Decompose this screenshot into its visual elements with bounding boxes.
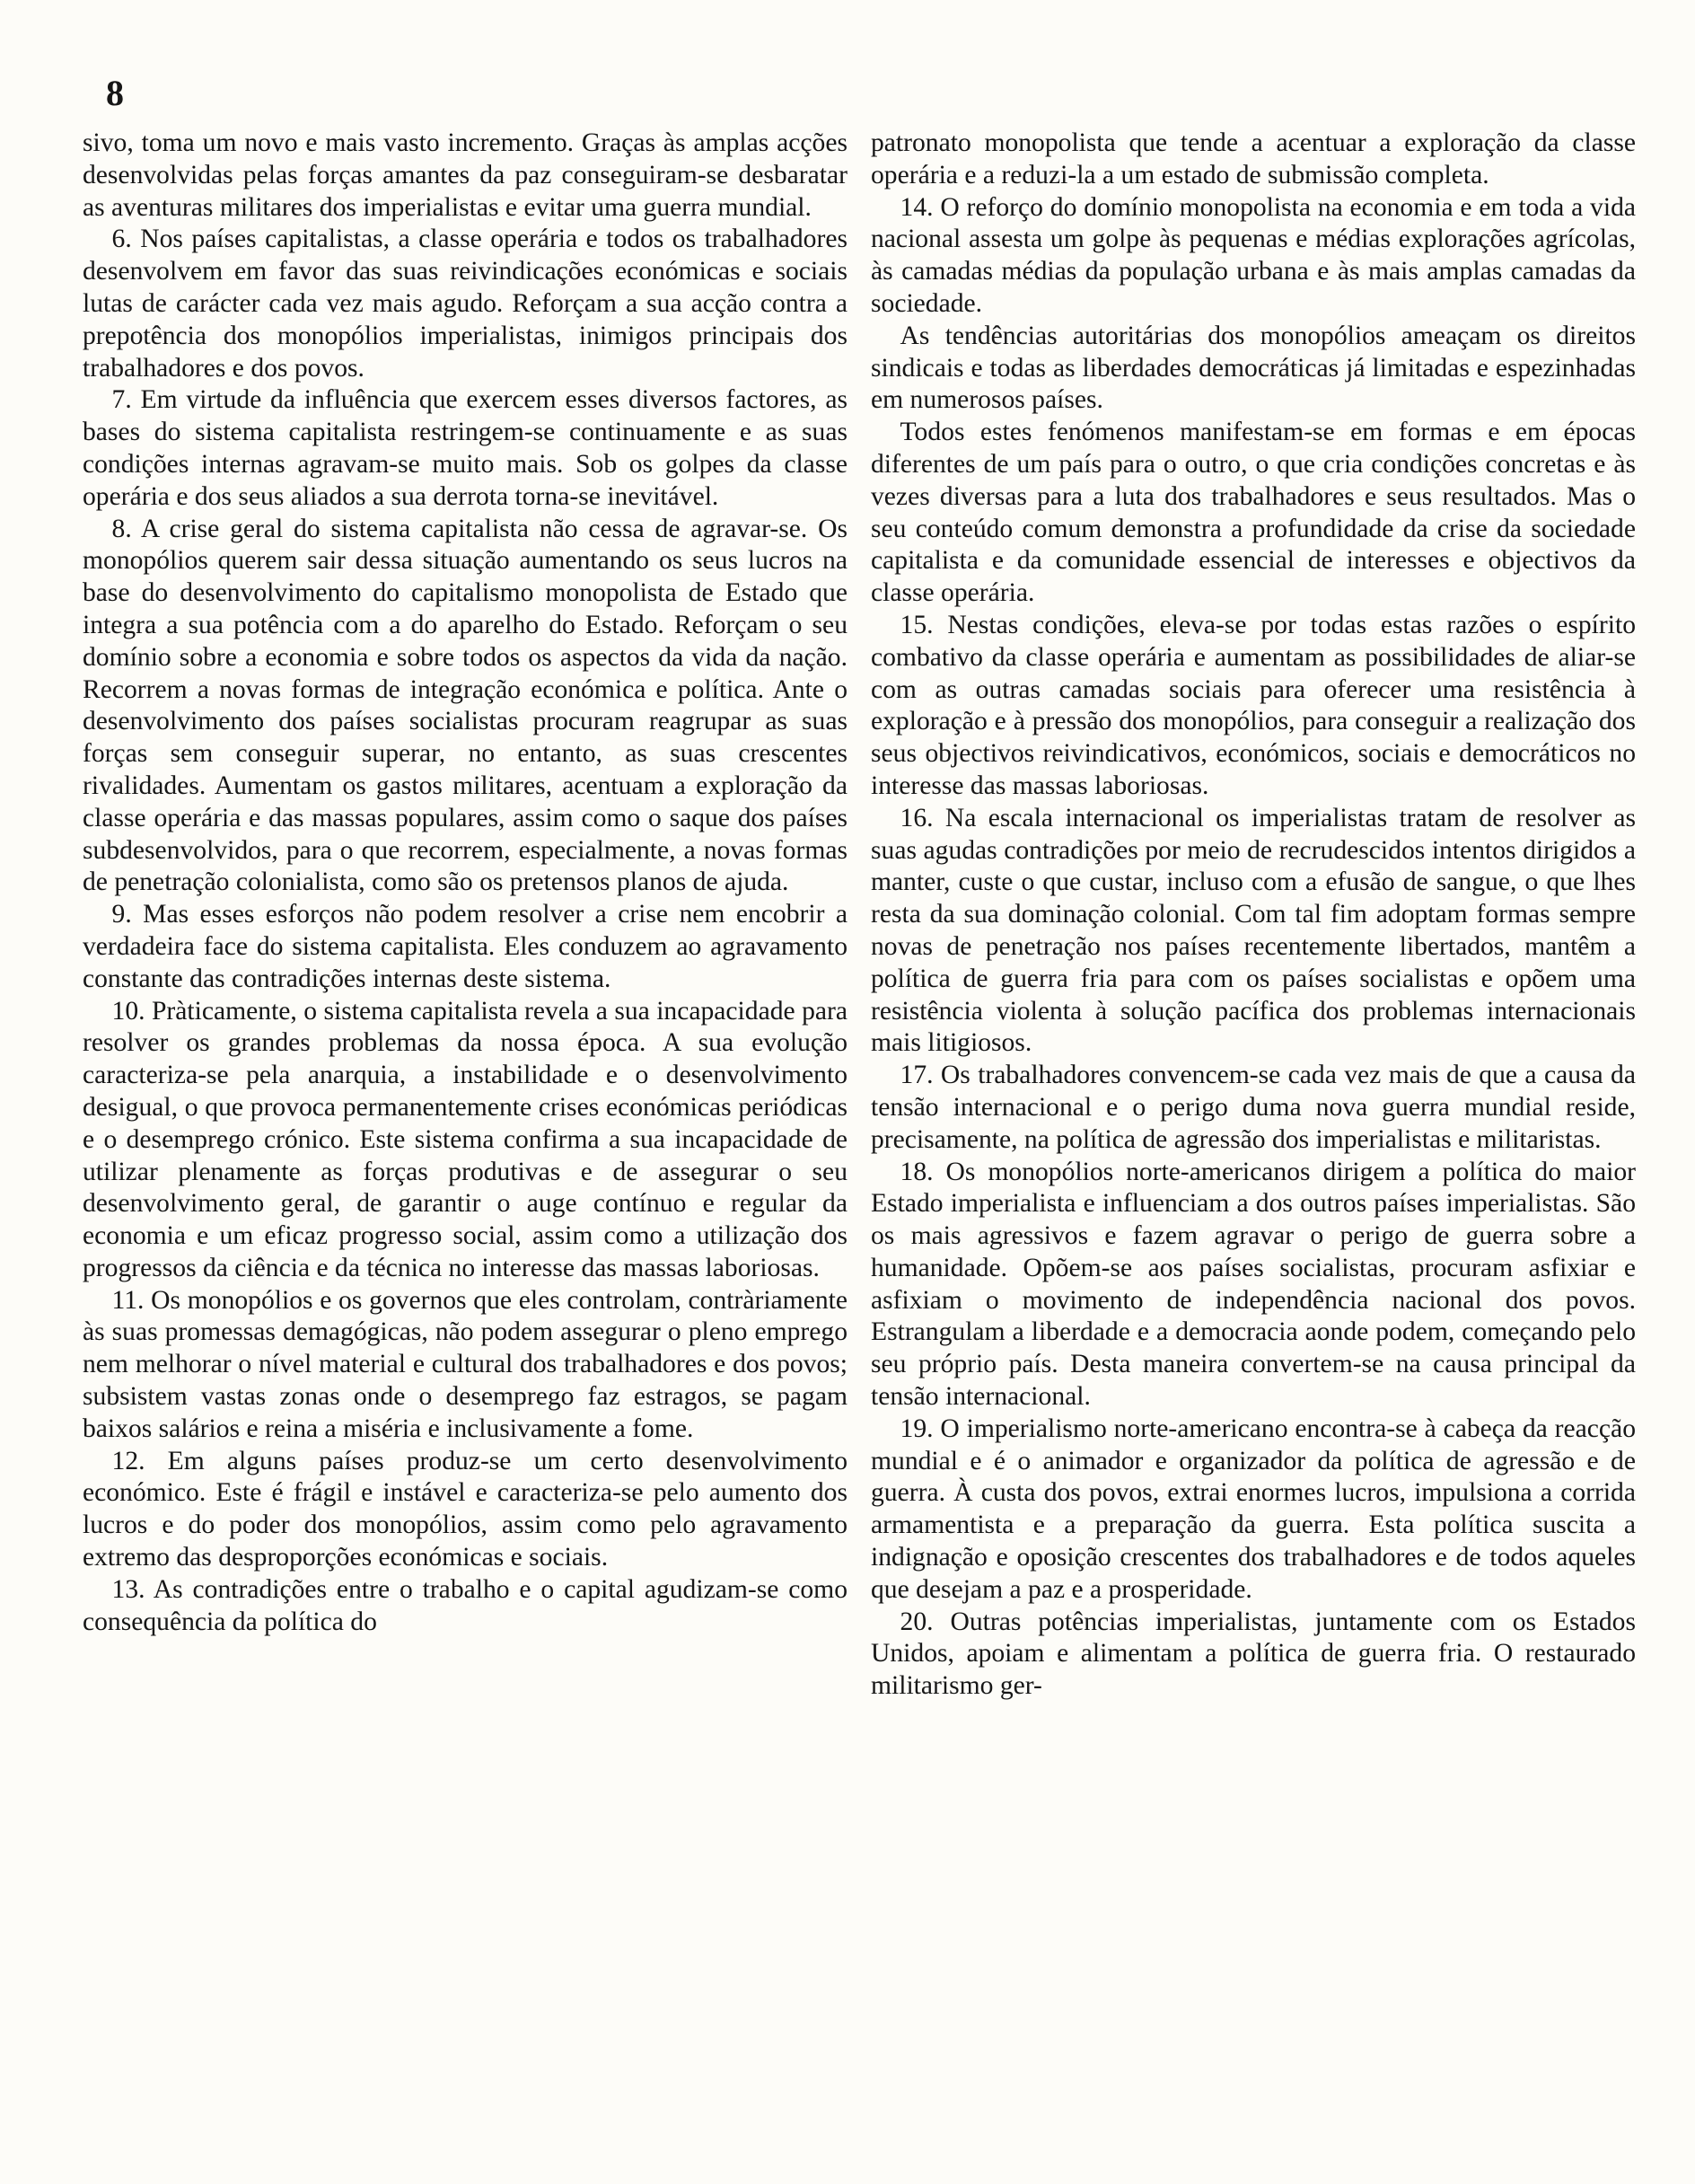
left-column (83, 128, 848, 1638)
paragraph: 18. Os monopólios norte-americanos dirigem a política do maior Estado imperialista e influenciam a dos outros países imperialistas. São os mais agressivos e fazem agravar o perigo de guerra sobre a humanidade. Opõem-se aos países socialistas, procuram asfixiar e asfixiam o movimento de independência nacional dos povos. Estrangulam a liberdade e a democracia aonde podem, começando pelo seu próprio país. Desta maneira convertem-se na causa principal da tensão internacional. (871, 1157, 1636, 1412)
paragraph: 20. Outras potências imperialistas, juntamente com os Estados Unidos, apoiam e alimentam a política de guerra fria. O restaurado militarismo ger- (871, 1607, 1636, 1701)
paragraph: 12. Em alguns países produz-se um certo desenvolvimento económico. Este é frágil e instável e caracteriza-se pelo aumento dos lucros e do poder dos monopólios, assim como pelo agravamento extremo das desproporções económicas e sociais. (83, 1446, 848, 1572)
paragraph: 15. Nestas condições, eleva-se por todas estas razões o espírito combativo da classe operária e aumentam as possibilidades de aliar-se com as outras camadas sociais para oferecer uma resistência à exploração e à pressão dos monopólios, para conseguir a realização dos seus objectivos reivindicativos, económicos, sociais e democráticos no interesse das massas laboriosas. (871, 610, 1636, 800)
paragraph: Todos estes fenómenos manifestam-se em formas e em épocas diferentes de um país para o outro, o que cria condições concretas e às vezes diversas para a luta dos trabalhadores e seus resultados. Mas o seu conteúdo comum demonstra a profundidade da crise da sociedade capitalista e da comunidade essencial de interesses e objectivos da classe operária. (871, 418, 1636, 608)
paragraph: 10. Pràticamente, o sistema capitalista revela a sua incapacidade para resolver os grandes problemas da nossa época. A sua evolução caracteriza-se pela anarquia, a instabilidade e o desenvolvimento desigual, o que provoca permanentemente crises económicas periódicas e o desemprego crónico. Este sistema confirma a sua incapacidade de utilizar plenamente as forças produtivas e de assegurar o seu desenvolvimento geral, de garantir o auge contínuo e regular da economia e um eficaz progresso social, assim como a utilização dos progressos da ciência e da técnica no interesse das massas laboriosas. (83, 996, 848, 1282)
paragraph: sivo, toma um novo e mais vasto incremento. Graças às amplas acções desenvolvidas pelas forças amantes da paz conseguiram-se desbaratar as aventuras militares dos imperialistas e evitar uma guerra mundial. (83, 128, 848, 222)
paragraph: 16. Na escala internacional os imperialistas tratam de resolver as suas agudas contradições por meio de recrudescidos intentos dirigidos a manter, custe o que custar, incluso com a efusão de sangue, o que lhes resta da sua dominação colonial. Com tal fim adoptam formas sempre novas de penetração nos países recentemente libertados, mantêm a política de guerra fria para com os países socialistas e opõem uma resistência violenta à solução pacífica dos problemas internacionais mais litigiosos. (871, 803, 1636, 1058)
paragraph: 8. A crise geral do sistema capitalista não cessa de agravar-se. Os monopólios querem sair dessa situação aumentando os seus lucros na base do desenvolvimento do capitalismo monopolista de Estado que integra a sua potência com a do aparelho do Estado. Reforçam o seu domínio sobre a economia e sobre todos os aspectos da vida da nação. Recorrem a novas formas de integração económica e política. Ante o desenvolvimento dos países socialistas procuram reagrupar as suas forças sem conseguir superar, no entanto, as suas crescentes rivalidades. Aumentam os gastos militares, acentuam a exploração da classe operária e das massas populares, assim como o saque dos países subdesenvolvidos, para o que recorrem, especialmente, a novas formas de penetração colonialista, como são os pretensos planos de ajuda. (83, 514, 848, 897)
page-number: 8 (106, 73, 124, 113)
paragraph: 19. O imperialismo norte-americano encontra-se à cabeça da reacção mundial e é o animador e organizador da política de agressão e de guerra. À custa dos povos, extrai enormes lucros, impulsiona a corrida armamentista e a preparação da guerra. Esta política suscita a indignação e oposição crescentes dos trabalhadores e de todos aqueles que desejam a paz e a prosperidade. (871, 1413, 1636, 1604)
paragraph: 7. Em virtude da influência que exercem esses diversos factores, as bases do sistema capitalista restringem-se continuamente e as suas condições internas agravam-se muito mais. Sob os golpes da classe operária e dos seus aliados a sua derrota torna-se inevitável. (83, 385, 848, 511)
paragraph: 6. Nos países capitalistas, a classe operária e todos os trabalhadores desenvolvem em favor das suas reivindicações económicas e sociais lutas de carácter cada vez mais agudo. Reforçam a sua acção contra a prepotência dos monopólios imperialistas, inimigos principais dos trabalhadores e dos povos. (83, 225, 848, 383)
paragraph: As tendências autoritárias dos monopólios ameaçam os direitos sindicais e todas as liberdades democráticas já limitadas e espezinhadas em numerosos países. (871, 321, 1636, 415)
paragraph: 14. O reforço do domínio monopolista na economia e em toda a vida nacional assesta um golpe às pequenas e médias explorações agrícolas, às camadas médias da população urbana e às mais amplas camadas da sociedade. (871, 192, 1636, 318)
paragraph: 9. Mas esses esforços não podem resolver a crise nem encobrir a verdadeira face do sistema capitalista. Eles conduzem ao agravamento constante das contradições internas deste sistema. (83, 900, 848, 993)
paragraph: 13. As contradições entre o trabalho e o capital agudizam-se como consequência da política do (83, 1574, 848, 1636)
paragraph: patronato monopolista que tende a acentuar a exploração da classe operária e a reduzi-la a um estado de submissão completa. (871, 128, 1636, 189)
paragraph: 17. Os trabalhadores convencem-se cada vez mais de que a causa da tensão internacional e o perigo duma nova guerra mundial reside, precisamente, na política de agressão dos imperialistas e militaristas. (871, 1061, 1636, 1154)
right-column (871, 128, 1636, 1703)
paragraph: 11. Os monopólios e os governos que eles controlam, contràriamente às suas promessas demagógicas, não podem assegurar o pleno emprego nem melhorar o nível material e cultural dos trabalhadores e dos povos; subsistem vastas zonas onde o desemprego faz estragos, se pagam baixos salários e reina a miséria e inclusivamente a fome. (83, 1285, 848, 1443)
